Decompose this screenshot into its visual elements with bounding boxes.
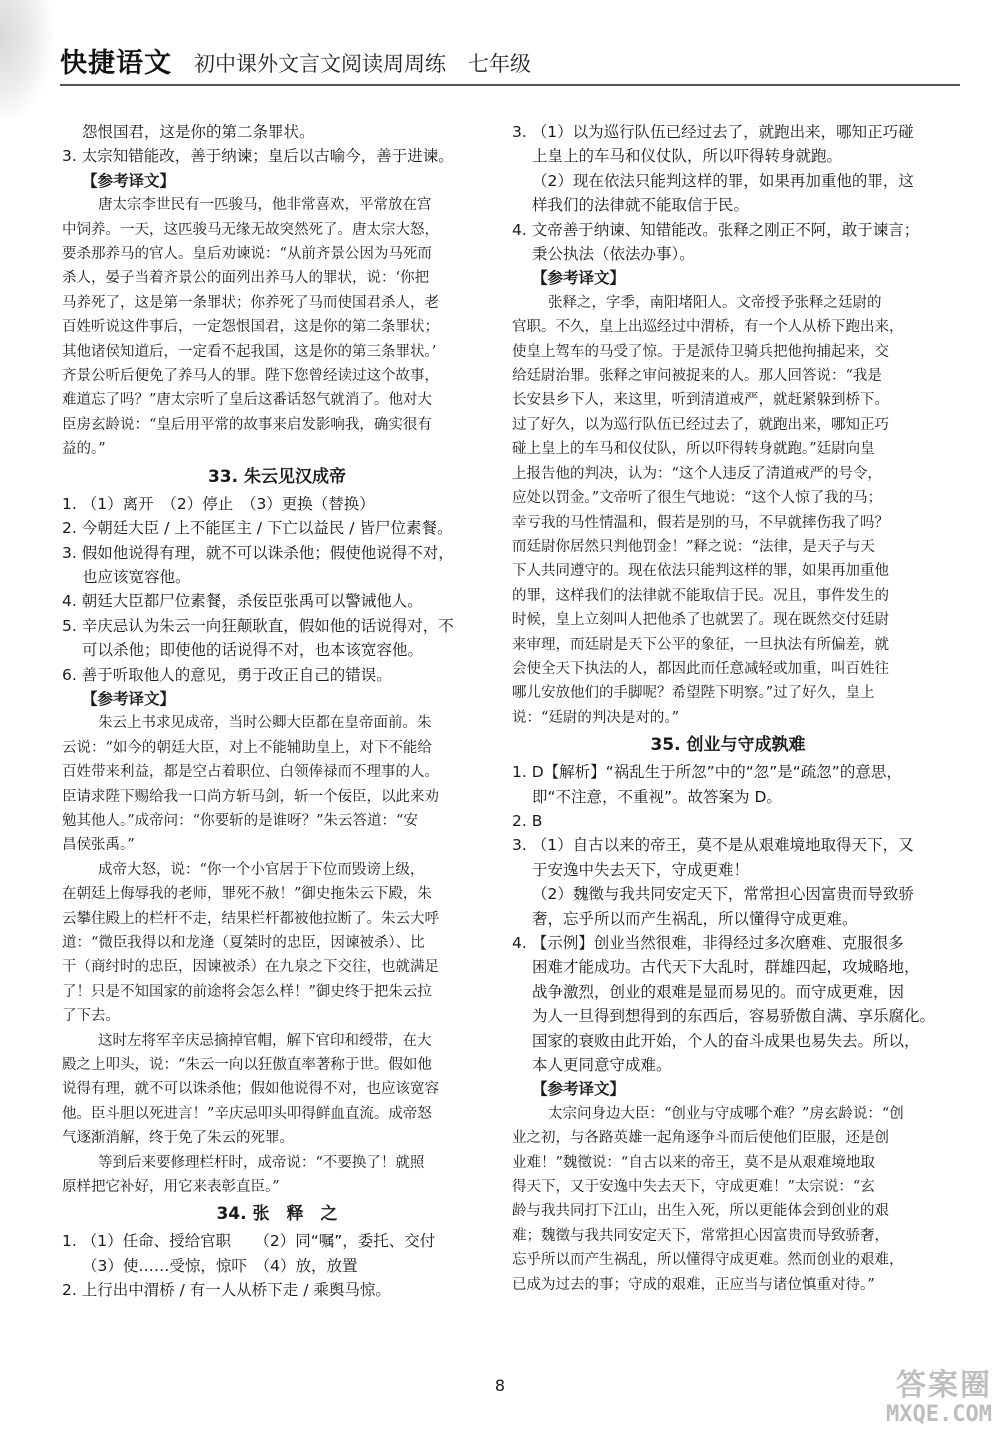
text-line: 于安逸中失去天下，守成更难！ [532, 860, 750, 879]
text-line: 来审理，而廷尉是天下公平的象征，一旦执法有所偏差，就 [512, 636, 889, 653]
text-line: 4. 【示例】创业当然很难，非得经过多次磨难、克服很多 [512, 934, 904, 952]
text-line: 张释之，字季，南阳堵阳人。文帝授予张释之廷尉的 [548, 294, 882, 311]
text-line: 3. 假如他说得有理，就不可以诛杀他；假使他说得不对， [62, 543, 454, 562]
text-line: 百姓带来利益，都是空占着职位、白领俸禄而不理事的人。 [62, 764, 439, 781]
watermark-logo [822, 1369, 992, 1429]
text-line: 1. （1）任命、授给官职 （2）同“嘱”，委托、交付 [62, 1232, 436, 1251]
text-line: 3. （1）以为巡行队伍已经过去了，就跑出来，哪知正巧碰 [512, 123, 914, 141]
text-line: 得天下，又于安逸中失去天下，守成更难！”太宗说：“玄 [512, 1179, 875, 1196]
text-line: 2. B [512, 811, 543, 830]
text-line: 3. （1）自古以来的帝王，莫不是从艰难境地取得天下，又 [512, 836, 914, 855]
text-line: 其他诸侯知道后，一定看不起我国，这是你的第三条罪状。’ [62, 343, 437, 360]
text-line: 使皇上驾车的马受了惊。于是派侍卫骑兵把他拘捕起来，交 [512, 343, 889, 360]
text-line: 干（商纣时的忠臣，因谏被杀）在九泉之下交往，也就满足 [62, 959, 439, 976]
text-line: 殿之上叩头，说：“朱云一向以狂傲直率著称于世。假如他 [62, 1057, 432, 1074]
text-line: （2）魏徵与我共同安定天下，常常担心因富贵而导致骄 [532, 885, 914, 904]
text-line: 说得有理，就不可以诛杀他；假如他说得不对，也应该宽容 [62, 1081, 439, 1098]
text-line: 2. 今朝廷大臣 / 上不能匡主 / 下亡以益民 / 皆尸位素餐。 [62, 519, 453, 538]
right-column [512, 120, 944, 1297]
text-line: 怨恨国君，这是你的第二条罪状。 [82, 123, 315, 141]
text-line: 难；魏徵与我共同安定天下，常常担心因富贵而导致骄奢， [512, 1227, 889, 1244]
text-line: 过了好久，以为巡行队伍已经过去了，就跑出来，哪知正巧 [512, 416, 889, 433]
text-line: 说：“廷尉的判决是对的。” [512, 709, 680, 726]
brand-title: 快捷语文 [60, 48, 172, 79]
text-line: 上报告他的判决，认为：“这个人违反了清道戒严的号令， [512, 465, 882, 482]
text-line: 哪儿安放他们的手脚呢？希望陛下明察。”过了好久，皇上 [512, 685, 875, 702]
text-line: 下人共同遵守的。现在依法只能判这样的罪，如果再加重他 [512, 563, 889, 580]
corner-decoration [0, 0, 52, 120]
translation-label: 【参考译文】 [82, 171, 176, 190]
watermark-url: MXQE.COM [886, 1402, 992, 1427]
text-line: 时候，皇上立刻叫人把他杀了也就罢了。现在既然交付廷尉 [512, 612, 889, 629]
text-line: 马养死了，这是第一条罪状；你养死了马而使国君杀人，老 [62, 294, 439, 311]
text-line: 可以杀他；即使他的话说得不对，也本该宽容他。 [82, 641, 424, 660]
text-line: 中饲养。一天，这匹骏马无缘无故突然死了。唐太宗大怒， [62, 221, 439, 238]
text-line: 4. 朝廷大臣都尸位素餐，杀佞臣张禹可以警诫他人。 [62, 592, 423, 611]
text-line: 昌侯张禹。” [62, 837, 135, 854]
text-line: 百姓听说这件事后，一定怨恨国君，这是你的第二条罪状； [62, 319, 439, 336]
section-title: 33. 朱云见汉成帝 [207, 466, 347, 487]
text-line: 云说：“如今的朝廷大臣，对上不能辅助皇上，对下不能给 [62, 739, 432, 756]
text-line: 样我们的法律就不能取信于民。 [532, 196, 750, 215]
section-title: 35. 创业与守成孰难 [650, 735, 806, 756]
text-line: 齐景公听后便免了养马人的罪。陛下您曾经读过这个故事， [62, 368, 439, 385]
text-line: 而廷尉你居然只判他罚金！”释之说：“法律，是天子与天 [512, 538, 875, 555]
text-line: （2）现在依法只能判这样的罪，如果再加重他的罪，这 [532, 171, 914, 190]
text-line: 勉其他人。”成帝问：“你要斩的是谁呀？”朱云答道：“安 [62, 812, 418, 829]
text-line: 他。臣斗胆以死进言！”辛庆忌叩头叩得鲜血直流。成帝怒 [62, 1105, 432, 1122]
text-line: 忘乎所以而产生祸乱，所以懂得守成更难。然而创业的艰难， [512, 1252, 904, 1269]
text-line: 困难才能成功。古代天下大乱时，群雄四起，攻城略地， [532, 958, 920, 977]
watermark-text: 答案圈 [896, 1368, 992, 1403]
text-line: 这时左将军辛庆忌摘掉官帽，解下官印和绶带，在大 [98, 1032, 432, 1049]
text-line: 官职。不久，皇上出巡经过中渭桥，有一个人从桥下跑出来， [512, 319, 904, 336]
text-line: 已成为过去的事；守成的艰难，正应当与诸位慎重对待。” [512, 1276, 875, 1293]
text-line: 4. 文帝善于纳谏、知错能改。张释之刚正不阿，敢于谏言； [512, 220, 920, 239]
text-line: 益的。” [62, 441, 106, 458]
text-line: （3）使……受惊，惊吓 （4）放，放置 [82, 1256, 358, 1275]
header-rule [60, 84, 960, 86]
text-line: 等到后来要修理栏杆时，成帝说：“不要换了！就照 [98, 1154, 425, 1171]
page-number: 8 [494, 1376, 506, 1395]
text-line: 气逐渐消解，终于免了朱云的死罪。 [62, 1130, 294, 1147]
text-line: 在朝廷上侮辱我的老师，罪死不赦！”御史拖朱云下殿，朱 [62, 886, 432, 903]
text-line: 幸亏我的马性情温和，假若是别的马，不早就摔伤我了吗？ [512, 514, 889, 531]
translation-label: 【参考译文】 [82, 689, 176, 708]
book-subtitle: 初中课外文言文阅读周周练 [194, 52, 446, 76]
text-line: 成帝大怒，说：“你一个小官居于下位而毁谤上级， [98, 861, 425, 878]
text-line: 的罪，这样我们的法律就不能取信于民。况且，事件发生的 [512, 587, 889, 604]
grade-label: 七年级 [468, 52, 531, 76]
text-line: 秉公执法（依法办事）。 [532, 245, 695, 264]
text-line: 臣房玄龄说：“皇后用平常的故事来启发影响我，确实很有 [62, 416, 432, 433]
text-line: 业难！”魏徵说：“自古以来的帝王，莫不是从艰难境地取 [512, 1154, 875, 1171]
translation-label: 【参考译文】 [532, 1080, 626, 1099]
page-header [60, 44, 960, 80]
text-line: 为人一旦得到想得到的东西后，容易骄傲自满、享乐腐化。 [532, 1007, 936, 1026]
text-line: 2. 上行出中渭桥 / 有一人从桥下走 / 乘舆马惊。 [62, 1281, 391, 1300]
text-line: 给廷尉治罪。张释之审问被捉来的人。那人回答说：“我是 [512, 368, 882, 385]
text-line: 臣请求陛下赐给我一口尚方斩马剑，斩一个佞臣，以此来劝 [62, 788, 439, 805]
text-line: 6. 善于听取他人的意见，勇于改正自己的错误。 [62, 665, 392, 684]
text-line: 会使全天下执法的人，都因此而任意减轻或加重，叫百姓往 [512, 660, 889, 677]
text-line: 本人更同意守成难。 [532, 1056, 672, 1075]
text-line: 1. （1）离开 （2）停止 （3）更换（替换） [62, 494, 375, 513]
text-line: 碰上皇上的车马和仪仗队，所以吓得转身就跑。”廷尉向皇 [512, 441, 875, 458]
text-line: 上皇上的车马和仪仗队，所以吓得转身就跑。 [532, 147, 843, 166]
text-line: 5. 辛庆忌认为朱云一向狂颠耿直，假如他的话说得对，不 [62, 616, 454, 635]
section-title: 34. 张 释 之 [216, 1204, 338, 1225]
text-line: 长安县乡下人，来这里，听到清道戒严，就赶紧躲到桥下。 [512, 392, 889, 409]
text-line: 杀人，晏子当着齐景公的面列出养马人的罪状，说：‘你把 [62, 270, 430, 287]
text-line: 云攀住殿上的栏杆不走，结果栏杆都被他拉断了。朱云大呼 [62, 910, 439, 927]
text-line: 也应该宽容他。 [82, 567, 191, 586]
text-line: 国家的衰败由此开始，个人的奋斗成果也易失去。所以， [532, 1031, 920, 1050]
translation-label: 【参考译文】 [532, 269, 626, 288]
text-line: 唐太宗李世民有一匹骏马，他非常喜欢，平常放在宫 [98, 197, 432, 214]
text-line: 要杀那养马的官人。皇后劝谏说：“从前齐景公因为马死而 [62, 246, 432, 263]
text-line: 原样把它补好，用它来表彰直臣。” [62, 1179, 280, 1196]
text-line: 战争激烈，创业的艰难是显而易见的。而守成更难，因 [532, 982, 905, 1001]
text-line: 了！只是不知国家的前途将会怎么样！”御史终于把朱云拉 [62, 983, 432, 1000]
text-line: 业之初，与各路英雄一起角逐争斗而后使他们臣服，还是创 [512, 1130, 889, 1147]
text-line: 3. 太宗知错能改，善于纳谏；皇后以古喻今，善于进谏。 [62, 147, 454, 166]
text-line: 朱云上书求见成帝，当时公卿大臣都在皇帝面前。朱 [98, 715, 432, 732]
text-line: 即“不注意，不重视”。故答案为 D。 [532, 787, 782, 806]
text-line: 难道忘了吗？”唐太宗听了皇后这番话怒气就消了。他对大 [62, 392, 432, 409]
text-line: 龄与我共同打下江山，出生入死，所以更能体会到创业的艰 [512, 1203, 889, 1220]
text-line: 奢，忘乎所以而产生祸乱，所以懂得守成更难。 [532, 909, 858, 928]
text-line: 了下去。 [62, 1008, 120, 1025]
text-line: 应处以罚金。”文帝听了很生气地说：“这个人惊了我的马； [512, 490, 883, 507]
text-line: 道：“微臣我得以和龙逄（夏桀时的忠臣，因谏被杀）、比 [62, 935, 425, 951]
left-column [62, 120, 492, 1303]
text-line: 1. D【解析】“祸乱生于所忽”中的“忽”是“疏忽”的意思， [512, 763, 902, 782]
text-line: 太宗问身边大臣：“创业与守成哪个难？”房玄龄说：“创 [548, 1105, 904, 1122]
